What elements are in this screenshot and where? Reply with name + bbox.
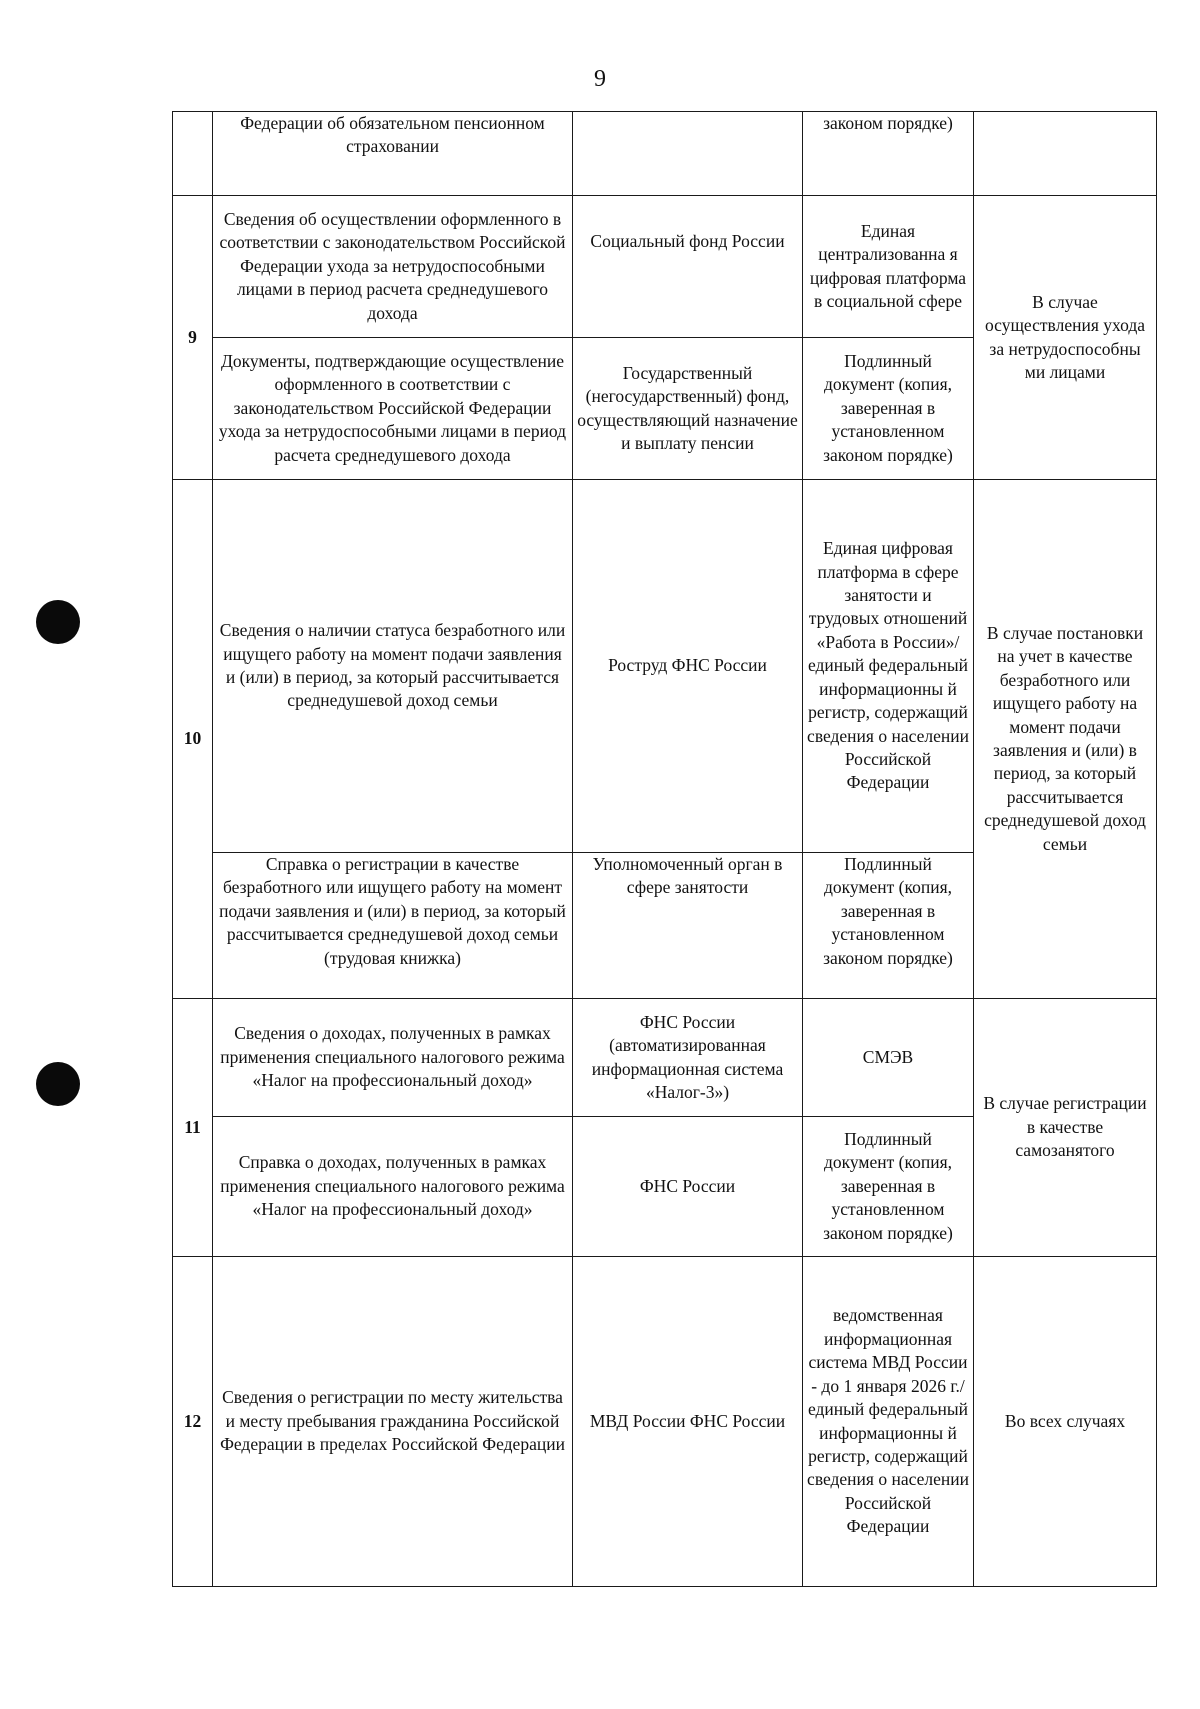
condition-cell: Во всех случаях: [974, 1257, 1157, 1587]
form-cell: СМЭВ: [803, 999, 974, 1117]
form-cell: Единая цифровая платформа в сфере занятости и трудовых отношений «Работа в России»/ единый федеральный информационны й регистр, содержащий сведения о населении Российской Федерации: [803, 480, 974, 853]
document-name-cell: Справка о доходах, полученных в рамках применения специального налогового режима «Налог на профессиональный доход»: [213, 1117, 573, 1257]
form-cell: Подлинный документ (копия, заверенная в установленном законом порядке): [803, 853, 974, 999]
source-cell: Роструд ФНС России: [573, 480, 803, 853]
row-number: 12: [173, 1257, 213, 1587]
document-name-cell: Сведения об осуществлении оформленного в соответствии с законодательством Российской Федерации ухода за нетрудоспособными лицами в период расчета среднедушевого дохода: [213, 196, 573, 338]
condition-cell: В случае регистрации в качестве самозанятого: [974, 999, 1157, 1257]
form-cell: ведомственная информационная система МВД России - до 1 января 2026 г./ единый федеральный информационны й регистр, содержащий сведения о населении Российской Федерации: [803, 1257, 974, 1587]
documents-table: [172, 111, 1157, 1587]
row-number: 9: [173, 196, 213, 480]
source-cell: Уполномоченный орган в сфере занятости: [573, 853, 803, 999]
source-cell: ФНС России: [573, 1117, 803, 1257]
row-number: 10: [173, 480, 213, 999]
punch-hole: [36, 600, 80, 644]
table-row: [173, 1257, 1157, 1587]
table-row: [173, 196, 1157, 338]
source-cell: МВД России ФНС России: [573, 1257, 803, 1587]
condition-cell: В случае осуществления ухода за нетрудоспособны ми лицами: [974, 196, 1157, 480]
form-cell: законом порядке): [803, 112, 974, 196]
document-name-cell: Документы, подтверждающие осуществление оформленного в соответствии с законодательством Российской Федерации ухода за нетрудоспособными лицами в период расчета среднедушевого дохода: [213, 338, 573, 480]
source-cell: Социальный фонд России: [573, 196, 803, 338]
source-cell: [573, 112, 803, 196]
table-row: [173, 480, 1157, 853]
page-number: 9: [594, 66, 606, 92]
source-cell: ФНС России (автоматизированная информационная система «Налог-3»): [573, 999, 803, 1117]
document-name-cell: Сведения о наличии статуса безработного или ищущего работу на момент подачи заявления и (или) в период, за который рассчитывается среднедушевой доход семьи: [213, 480, 573, 853]
document-name-cell: Сведения о регистрации по месту жительства и месту пребывания гражданина Российской Федерации в пределах Российской Федерации: [213, 1257, 573, 1587]
row-number: [173, 112, 213, 196]
source-cell: Государственный (негосударственный) фонд, осуществляющий назначение и выплату пенсии: [573, 338, 803, 480]
condition-cell: В случае постановки на учет в качестве безработного или ищущего работу на момент подачи заявления и (или) в период, за который рассчитывается среднедушевой доход семьи: [974, 480, 1157, 999]
table-row: [173, 112, 1157, 196]
document-name-cell: Сведения о доходах, полученных в рамках применения специального налогового режима «Налог на профессиональный доход»: [213, 999, 573, 1117]
form-cell: Подлинный документ (копия, заверенная в установленном законом порядке): [803, 1117, 974, 1257]
condition-cell: [974, 112, 1157, 196]
form-cell: Единая централизованна я цифровая платформа в социальной сфере: [803, 196, 974, 338]
document-name-cell: Федерации об обязательном пенсионном страховании: [213, 112, 573, 196]
form-cell: Подлинный документ (копия, заверенная в установленном законом порядке): [803, 338, 974, 480]
document-name-cell: Справка о регистрации в качестве безработного или ищущего работу на момент подачи заявления и (или) в период, за который рассчитывается среднедушевой доход семьи (трудовая книжка): [213, 853, 573, 999]
row-number: 11: [173, 999, 213, 1257]
table-row: [173, 999, 1157, 1117]
punch-hole: [36, 1062, 80, 1106]
